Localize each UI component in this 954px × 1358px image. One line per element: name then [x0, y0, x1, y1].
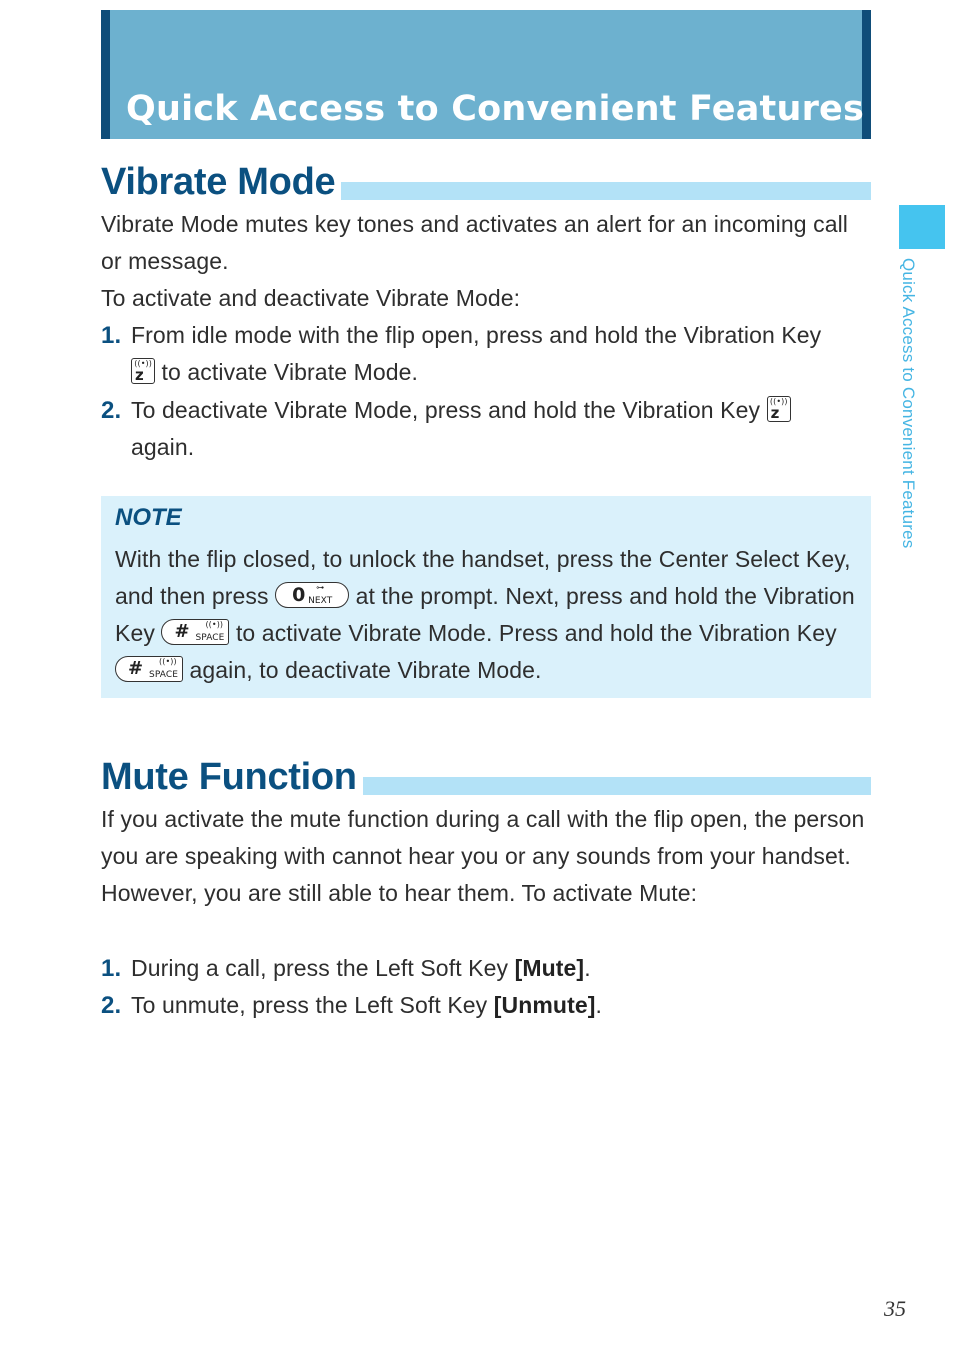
- step-text: To deactivate Vibrate Mode, press and hold the Vibration Key: [131, 397, 761, 423]
- vibrate-mode-heading: Vibrate Mode: [101, 160, 341, 204]
- step-text: From idle mode with the flip open, press and hold the Vibration Key: [131, 322, 822, 348]
- step-number: 2.: [101, 397, 122, 424]
- note-heading: NOTE: [115, 504, 182, 531]
- chapter-banner: [101, 10, 871, 139]
- section-heading-mute-function: [101, 755, 871, 799]
- note-box: [101, 496, 871, 698]
- step-text: again.: [131, 434, 195, 460]
- step-text: .: [595, 992, 602, 1018]
- side-tab-label: Quick Access to Convenient Features: [899, 258, 918, 549]
- vibrate-step-1: [101, 317, 871, 391]
- step-number: 1.: [101, 955, 122, 982]
- vibration-key-icon: ((•)) z: [131, 358, 155, 384]
- mute-function-heading: Mute Function: [101, 755, 363, 799]
- vibrate-lead: To activate and deactivate Vibrate Mode:: [101, 285, 521, 311]
- section-heading-vibrate-mode: [101, 160, 871, 204]
- vibrate-intro: Vibrate Mode mutes key tones and activates an alert for an incoming call or message.: [101, 211, 849, 274]
- step-number: 1.: [101, 322, 122, 349]
- note-text: at the prompt. Next, press and hold the Vibration Key: [115, 583, 855, 646]
- chapter-title: Quick Access to Convenient Features: [126, 89, 865, 129]
- vibrate-step-2: [101, 392, 871, 466]
- soft-key-label: [Mute]: [514, 955, 585, 981]
- page-number: 35: [884, 1296, 906, 1321]
- note-text: again, to deactivate Vibrate Mode.: [189, 657, 542, 683]
- side-tab-marker: [899, 205, 945, 249]
- note-text: With the flip closed, to unlock the handset, press the Center Select Key, and then press: [115, 546, 851, 609]
- hash-space-key-icon: # ((•)) SPACE: [115, 656, 183, 682]
- mute-step-1: [101, 950, 871, 987]
- vibration-key-icon: ((•)) z: [767, 396, 791, 422]
- step-text: to activate Vibrate Mode.: [161, 359, 418, 385]
- step-text: To unmute, press the Left Soft Key: [131, 992, 488, 1018]
- zero-next-key-icon: 0 ⊶ NEXT: [275, 582, 349, 608]
- soft-key-label: [Unmute]: [493, 992, 596, 1018]
- mute-intro: If you activate the mute function during a call with the flip open, the person you are speaking with cannot hear you or any sounds from your handset. However, you are still able to hear them. To activate Mute:: [101, 806, 865, 906]
- note-body: [115, 541, 865, 689]
- hash-space-key-icon: # ((•)) SPACE: [161, 619, 229, 645]
- mute-step-2: [101, 987, 871, 1024]
- note-text: to activate Vibrate Mode. Press and hold the Vibration Key: [235, 620, 837, 646]
- step-number: 2.: [101, 992, 122, 1019]
- step-text: .: [584, 955, 591, 981]
- step-text: During a call, press the Left Soft Key: [131, 955, 509, 981]
